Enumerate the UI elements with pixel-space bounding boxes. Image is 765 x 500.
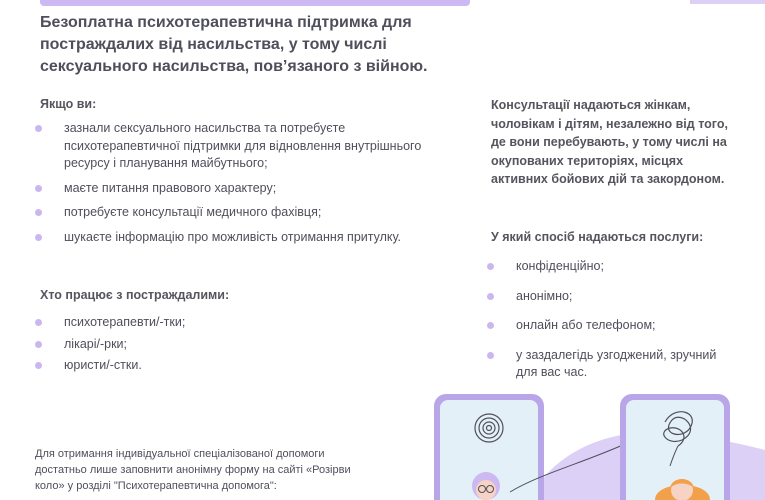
ways-list bbox=[484, 258, 724, 394]
list-item: лікарі/-рки; bbox=[32, 336, 332, 354]
list-item: конфіденційно; bbox=[484, 258, 724, 276]
bullet-dot-icon bbox=[35, 185, 42, 192]
list-item: онлайн або телефоном; bbox=[484, 317, 724, 335]
consultation-info: Консультації надаються жінкам, чоловікам і дітям, незалежно від того, де вони перебувають, у тому числі на окупованих територіях, місцях активних бойових дій та закордоном. bbox=[491, 98, 728, 186]
bullet-dot-icon bbox=[35, 362, 42, 369]
headline: Безоплатна психотерапевтична підтримка для постраждалих від насильства, у тому числі сексуального насильства, пов’язаного з війною. bbox=[40, 14, 428, 75]
if-you-title: Якщо ви: bbox=[40, 97, 97, 111]
bullet-dot-icon bbox=[487, 322, 494, 329]
top-accent-bar-right bbox=[690, 0, 765, 4]
bullet-dot-icon bbox=[35, 341, 42, 348]
top-accent-bar bbox=[40, 0, 470, 6]
bullet-dot-icon bbox=[35, 125, 42, 132]
bullet-dot-icon bbox=[35, 319, 42, 326]
ways-title: У який спосіб надаються послуги: bbox=[491, 230, 704, 244]
list-item: зазнали сексуального насильства та потребуєте психотерапевтичної підтримки для відновлення внутрішнього ресурсу і планування майбутнього; bbox=[32, 120, 462, 173]
bullet-dot-icon bbox=[487, 293, 494, 300]
bullet-dot-icon bbox=[487, 352, 494, 359]
list-item: юристи/-стки. bbox=[32, 357, 332, 375]
list-item: у заздалегідь узгоджений, зручний для вас час. bbox=[484, 347, 724, 382]
bullet-dot-icon bbox=[487, 263, 494, 270]
team-title: Хто працює з постраждалими: bbox=[40, 288, 230, 302]
left-phone-icon bbox=[434, 394, 544, 500]
list-item: анонімно; bbox=[484, 288, 724, 306]
right-phone-icon bbox=[620, 394, 730, 500]
list-item: психотерапевти/-тки; bbox=[32, 314, 332, 332]
footer-instructions: Для отримання індивідуальної спеціалізованої допомоги достатньо лише заповнити анонімну форму на сайті «Розірви коло» у розділі "Психотерапевтична допомога": bbox=[35, 448, 351, 492]
team-list bbox=[32, 314, 332, 379]
if-you-list bbox=[32, 120, 462, 253]
list-item: потребуєте консультації медичного фахівця; bbox=[32, 204, 462, 222]
list-item: маєте питання правового характеру; bbox=[32, 180, 462, 198]
list-item: шукаєте інформацію про можливість отримання притулку. bbox=[32, 229, 462, 247]
bullet-dot-icon bbox=[35, 209, 42, 216]
bullet-dot-icon bbox=[35, 234, 42, 241]
phones-illustration bbox=[420, 384, 765, 500]
